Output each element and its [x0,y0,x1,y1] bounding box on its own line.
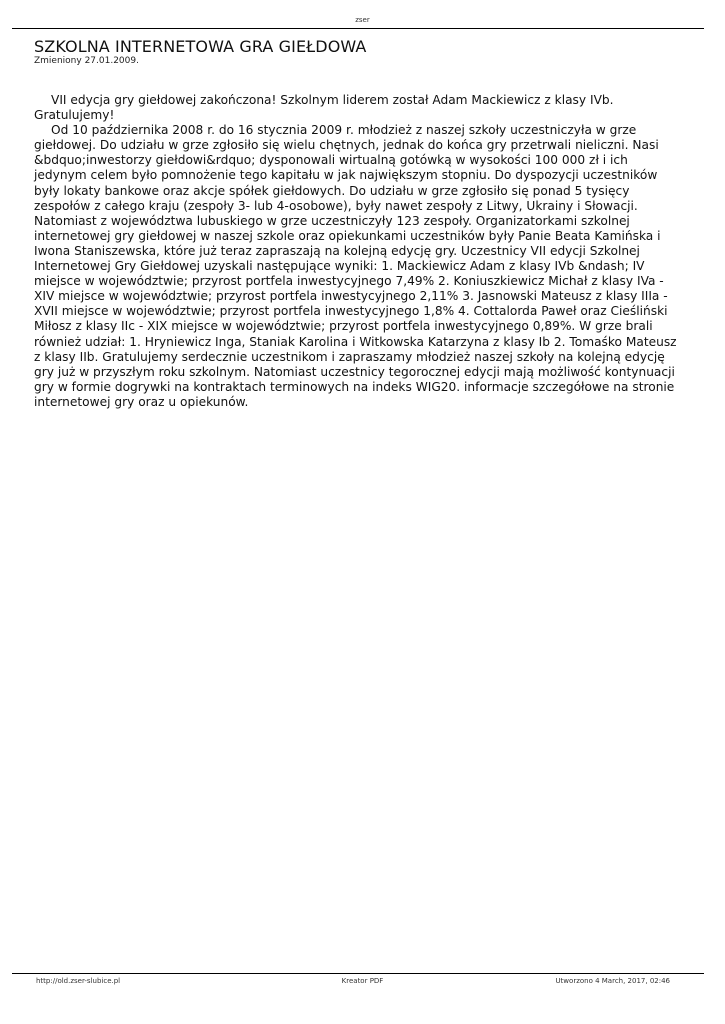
footer-created-date: Utworzono 4 March, 2017, 02:46 [555,977,670,985]
article-body [34,93,684,410]
modified-date: Zmieniony 27.01.2009. [34,56,139,66]
footer-generator: Kreator PDF [341,977,384,985]
article-paragraph-intro: VII edycja gry giełdowej zakończona! Szkolnym liderem został Adam Mackiewicz z klasy IVb. Gratulujemy! [34,93,614,123]
article-paragraph-main: Od 10 października 2008 r. do 16 stycznia 2009 r. młodzież z naszej szkoły uczestniczyła w grze giełdowej. Do udziału w grze zgłosiło się wielu chętnych, jednak do końca gry przetrwali nieliczni. Nasi &bdquo;inwestorzy giełdowi&rdquo; dysponowali wirtualną gotówką w wysokości 100 000 zł i ich jedynym celem było pomnożenie tego kapitału w jak największym stopniu. Do dyspozycji uczestników były lokaty bankowe oraz akcje spółek giełdowych. Do udziału w grze zgłosiło się ponad 5 tysięcy zespołów z całego kraju (zespoły 3- lub 4-osobowe), były nawet zespoły z Litwy, Ukrainy i Słowacji. Natomiast z województwa lubuskiego w grze uczestniczyły 123 zespoły. Organizatorkami szkolnej internetowej gry giełdowej w naszej szkole oraz opiekunkami uczestników były Panie Beata Kamińska i Iwona Staniszewska, które już teraz zapraszają na kolejną edycję gry. Uczestnicy VII edycji Szkolnej Internetowej Gry Giełdowej uzyskali następujące wyniki: 1. Mackiewicz Adam z klasy IVb &ndash; IV miejsce w województwie; przyrost portfela inwestycyjnego 7,49% 2. Koniuszkiewicz Michał z klasy IVa - XIV miejsce w województwie; przyrost portfela inwestycyjnego 2,11% 3. Jasnowski Mateusz z klasy IIIa - XVII miejsce w województwie; przyrost portfela inwestycyjnego 1,8% 4. Cottalorda Paweł oraz Cieśliński Miłosz z klasy IIc - XIX miejsce w województwie; przyrost portfela inwestycyjnego 0,89%. W grze brali również udział: 1. Hryniewicz Inga, Staniak Karolina i Witkowska Katarzyna z klasy Ib 2. Tomaśko Mateusz z klasy IIb. Gratulujemy serdecznie uczestnikom i zapraszamy młodzież naszej szkoły na kolejną edycję gry już w przyszłym roku szkolnym. Natomiast uczestnicy tegorocznej edycji mają możliwość kontynuacji gry w formie dogrywki na kontraktach terminowych na indeks WIG20. informacje szczegółowe na stronie internetowej gry oraz u opiekunów. [34,123,677,409]
footer-divider [12,973,704,974]
footer-url: http://old.zser-slubice.pl [36,977,121,985]
site-label: zser [355,16,370,24]
page-title: SZKOLNA INTERNETOWA GRA GIEŁDOWA [34,37,367,56]
header-divider [12,28,704,29]
